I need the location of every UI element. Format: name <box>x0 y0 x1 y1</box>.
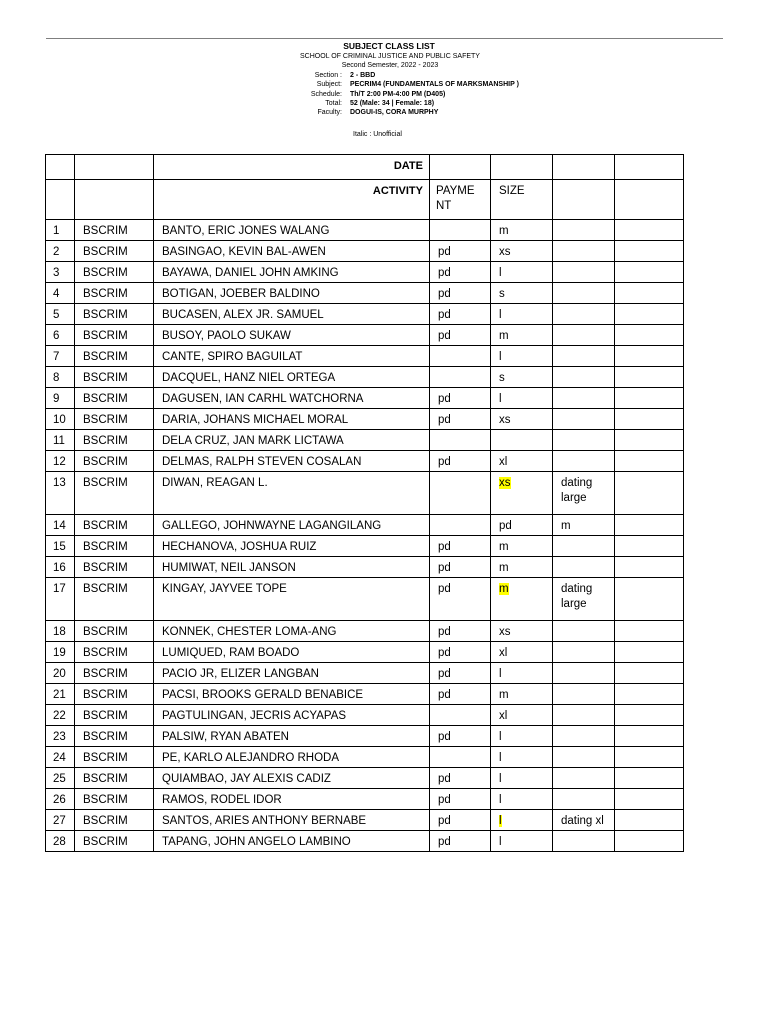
size-cell: m <box>491 220 553 241</box>
size-cell: l <box>491 262 553 283</box>
extra-cell <box>615 346 684 367</box>
payment-cell: pd <box>430 241 491 262</box>
table-row <box>46 304 684 325</box>
size-cell: s <box>491 367 553 388</box>
payment-cell: pd <box>430 831 491 852</box>
size-highlight: m <box>499 583 509 595</box>
table-row <box>46 705 684 726</box>
program-cell: BSCRIM <box>75 726 154 747</box>
note-cell <box>553 262 615 283</box>
row-number: 22 <box>46 705 75 726</box>
program-cell: BSCRIM <box>75 578 154 621</box>
note-cell <box>553 557 615 578</box>
payment-cell: pd <box>430 409 491 430</box>
schedule-label: Schedule: <box>310 90 342 98</box>
student-name-cell: RAMOS, RODEL IDOR <box>154 789 430 810</box>
student-name-cell: CANTE, SPIRO BAGUILAT <box>154 346 430 367</box>
faculty-label: Faculty: <box>317 109 342 117</box>
note-cell <box>553 663 615 684</box>
student-name-cell: DARIA, JOHANS MICHAEL MORAL <box>154 409 430 430</box>
table-row <box>46 663 684 684</box>
table-row <box>46 831 684 852</box>
student-name-cell: KINGAY, JAYVEE TOPE <box>154 578 430 621</box>
table-row <box>46 283 684 304</box>
school-name: SCHOOL OF CRIMINAL JUSTICE AND PUBLIC SAFETY <box>300 53 480 60</box>
program-cell: BSCRIM <box>75 325 154 346</box>
note-cell: dating xl <box>553 810 615 831</box>
payment-cell: pd <box>430 663 491 684</box>
note-cell <box>553 621 615 642</box>
size-cell <box>491 810 553 831</box>
program-cell: BSCRIM <box>75 768 154 789</box>
note-cell: m <box>553 515 615 536</box>
student-name-cell: PACSI, BROOKS GERALD BENABICE <box>154 684 430 705</box>
student-name-cell: BOTIGAN, JOEBER BALDINO <box>154 283 430 304</box>
extra-cell <box>615 220 684 241</box>
row-number: 12 <box>46 451 75 472</box>
size-cell <box>491 472 553 515</box>
program-cell: BSCRIM <box>75 367 154 388</box>
payment-cell: pd <box>430 283 491 304</box>
extra-cell <box>615 325 684 346</box>
student-name-cell: DACQUEL, HANZ NIEL ORTEGA <box>154 367 430 388</box>
payment-cell: pd <box>430 262 491 283</box>
table-row <box>46 367 684 388</box>
extra-cell <box>615 472 684 515</box>
subject-value: PECRIM4 (FUNDAMENTALS OF MARKSMANSHIP ) <box>350 81 519 89</box>
note-cell <box>553 367 615 388</box>
row-number: 4 <box>46 283 75 304</box>
size-cell: l <box>491 726 553 747</box>
row-number: 17 <box>46 578 75 621</box>
activity-label: ACTIVITY <box>154 180 430 220</box>
program-cell: BSCRIM <box>75 451 154 472</box>
row-number: 14 <box>46 515 75 536</box>
extra-cell <box>615 304 684 325</box>
section-value: 2 - BBD <box>350 71 376 79</box>
row-number: 6 <box>46 325 75 346</box>
size-cell: xs <box>491 621 553 642</box>
row-number: 1 <box>46 220 75 241</box>
document-header <box>0 41 768 118</box>
extra-cell <box>615 451 684 472</box>
row-number: 24 <box>46 747 75 768</box>
class-list-table <box>45 154 684 852</box>
program-cell: BSCRIM <box>75 388 154 409</box>
size-cell: l <box>491 831 553 852</box>
payment-cell <box>430 472 491 515</box>
table-row <box>46 451 684 472</box>
program-cell: BSCRIM <box>75 283 154 304</box>
section-line <box>0 71 768 80</box>
table-row <box>46 536 684 557</box>
student-name-cell: PACIO JR, ELIZER LANGBAN <box>154 663 430 684</box>
extra-cell <box>615 810 684 831</box>
program-cell: BSCRIM <box>75 536 154 557</box>
size-cell: xs <box>491 241 553 262</box>
note-cell <box>553 536 615 557</box>
size-cell: l <box>491 663 553 684</box>
program-cell: BSCRIM <box>75 810 154 831</box>
semester: Second Semester, 2022 - 2023 <box>341 62 439 70</box>
student-name-cell: HECHANOVA, JOSHUA RUIZ <box>154 536 430 557</box>
program-cell: BSCRIM <box>75 705 154 726</box>
size-cell: l <box>491 388 553 409</box>
table-row <box>46 515 684 536</box>
section-label: Section : <box>314 71 342 79</box>
note-cell: dating large <box>553 578 615 621</box>
total-label: Total: <box>325 99 342 107</box>
size-cell: l <box>491 304 553 325</box>
payment-cell <box>430 747 491 768</box>
note-cell <box>553 684 615 705</box>
row-number: 20 <box>46 663 75 684</box>
payment-cell <box>430 705 491 726</box>
payment-cell: pd <box>430 810 491 831</box>
payment-cell <box>430 220 491 241</box>
note-cell <box>553 325 615 346</box>
row-number: 27 <box>46 810 75 831</box>
size-cell: xl <box>491 642 553 663</box>
table-row <box>46 262 684 283</box>
student-name-cell: BUSOY, PAOLO SUKAW <box>154 325 430 346</box>
program-cell: BSCRIM <box>75 557 154 578</box>
row-number: 16 <box>46 557 75 578</box>
program-cell: BSCRIM <box>75 789 154 810</box>
extra-cell <box>615 578 684 621</box>
program-cell: BSCRIM <box>75 304 154 325</box>
table-row <box>46 472 684 515</box>
program-cell: BSCRIM <box>75 241 154 262</box>
size-cell: l <box>491 747 553 768</box>
size-cell: l <box>491 346 553 367</box>
program-cell: BSCRIM <box>75 747 154 768</box>
header-row-date <box>46 155 684 180</box>
row-number: 13 <box>46 472 75 515</box>
size-cell: xl <box>491 705 553 726</box>
extra-cell <box>615 409 684 430</box>
student-name-cell: GALLEGO, JOHNWAYNE LAGANGILANG <box>154 515 430 536</box>
note-cell: dating large <box>553 472 615 515</box>
program-cell: BSCRIM <box>75 621 154 642</box>
note-cell <box>553 451 615 472</box>
row-number: 5 <box>46 304 75 325</box>
student-name-cell: TAPANG, JOHN ANGELO LAMBINO <box>154 831 430 852</box>
student-name-cell: LUMIQUED, RAM BOADO <box>154 642 430 663</box>
student-name-cell: BAYAWA, DANIEL JOHN AMKING <box>154 262 430 283</box>
student-name-cell: DELMAS, RALPH STEVEN COSALAN <box>154 451 430 472</box>
row-number: 28 <box>46 831 75 852</box>
student-name-cell: HUMIWAT, NEIL JANSON <box>154 557 430 578</box>
program-cell: BSCRIM <box>75 663 154 684</box>
payment-cell: pd <box>430 789 491 810</box>
row-number: 18 <box>46 621 75 642</box>
table-row <box>46 388 684 409</box>
student-name-cell: BANTO, ERIC JONES WALANG <box>154 220 430 241</box>
payment-header: PAYME NT <box>430 180 491 220</box>
program-cell: BSCRIM <box>75 262 154 283</box>
table-row <box>46 789 684 810</box>
table-row <box>46 409 684 430</box>
note-cell <box>553 283 615 304</box>
extra-cell <box>615 831 684 852</box>
student-name-cell: PAGTULINGAN, JECRIS ACYAPAS <box>154 705 430 726</box>
size-cell: m <box>491 325 553 346</box>
student-name-cell: BASINGAO, KEVIN BAL-AWEN <box>154 241 430 262</box>
extra-cell <box>615 557 684 578</box>
table-row <box>46 578 684 621</box>
program-cell: BSCRIM <box>75 642 154 663</box>
program-cell: BSCRIM <box>75 684 154 705</box>
note-cell <box>553 726 615 747</box>
size-cell: xl <box>491 451 553 472</box>
student-name-cell: BUCASEN, ALEX JR. SAMUEL <box>154 304 430 325</box>
row-number: 10 <box>46 409 75 430</box>
size-cell: m <box>491 557 553 578</box>
row-number: 8 <box>46 367 75 388</box>
extra-cell <box>615 642 684 663</box>
program-cell: BSCRIM <box>75 409 154 430</box>
payment-cell <box>430 367 491 388</box>
row-number: 3 <box>46 262 75 283</box>
table-row <box>46 810 684 831</box>
payment-cell: pd <box>430 304 491 325</box>
faculty-value: DOGUI-IS, CORA MURPHY <box>350 109 439 117</box>
row-number: 15 <box>46 536 75 557</box>
table-row <box>46 642 684 663</box>
payment-cell: pd <box>430 451 491 472</box>
note-cell <box>553 220 615 241</box>
row-number: 23 <box>46 726 75 747</box>
program-cell: BSCRIM <box>75 346 154 367</box>
payment-cell: pd <box>430 325 491 346</box>
table-row <box>46 557 684 578</box>
schedule-value: Th/T 2:00 PM-4:00 PM (D405) <box>350 90 446 98</box>
header-row-activity <box>46 180 684 220</box>
table-row <box>46 621 684 642</box>
extra-cell <box>615 283 684 304</box>
extra-cell <box>615 663 684 684</box>
schedule-line <box>0 90 768 99</box>
row-number: 21 <box>46 684 75 705</box>
size-cell: m <box>491 536 553 557</box>
table-row <box>46 430 684 451</box>
extra-cell <box>615 789 684 810</box>
note-cell <box>553 346 615 367</box>
student-name-cell: SANTOS, ARIES ANTHONY BERNABE <box>154 810 430 831</box>
student-name-cell: QUIAMBAO, JAY ALEXIS CADIZ <box>154 768 430 789</box>
row-number: 2 <box>46 241 75 262</box>
student-name-cell: PE, KARLO ALEJANDRO RHODA <box>154 747 430 768</box>
extra-cell <box>615 747 684 768</box>
payment-cell: pd <box>430 578 491 621</box>
extra-cell <box>615 705 684 726</box>
extra-cell <box>615 262 684 283</box>
table-row <box>46 325 684 346</box>
payment-cell: pd <box>430 768 491 789</box>
size-cell: l <box>491 768 553 789</box>
student-name-cell: KONNEK, CHESTER LOMA-ANG <box>154 621 430 642</box>
size-cell: m <box>491 684 553 705</box>
subject-line <box>0 80 768 89</box>
program-cell: BSCRIM <box>75 472 154 515</box>
payment-cell <box>430 346 491 367</box>
note-cell <box>553 768 615 789</box>
extra-cell <box>615 621 684 642</box>
payment-cell: pd <box>430 557 491 578</box>
payment-cell: pd <box>430 536 491 557</box>
student-name-cell: PALSIW, RYAN ABATEN <box>154 726 430 747</box>
extra-cell <box>615 367 684 388</box>
extra-cell <box>615 684 684 705</box>
payment-cell: pd <box>430 621 491 642</box>
extra-cell <box>615 515 684 536</box>
subject-label: Subject: <box>316 81 342 89</box>
program-cell: BSCRIM <box>75 831 154 852</box>
size-cell <box>491 430 553 451</box>
size-cell: pd <box>491 515 553 536</box>
extra-cell <box>615 536 684 557</box>
extra-cell <box>615 241 684 262</box>
payment-cell: pd <box>430 388 491 409</box>
student-name-cell: DAGUSEN, IAN CARHL WATCHORNA <box>154 388 430 409</box>
size-highlight: l <box>499 815 502 827</box>
size-cell: xs <box>491 409 553 430</box>
extra-cell <box>615 388 684 409</box>
note-cell <box>553 789 615 810</box>
payment-cell: pd <box>430 684 491 705</box>
program-cell: BSCRIM <box>75 515 154 536</box>
extra-cell <box>615 430 684 451</box>
program-cell: BSCRIM <box>75 430 154 451</box>
note-cell <box>553 747 615 768</box>
page-title: SUBJECT CLASS LIST <box>343 41 435 51</box>
size-header: SIZE <box>491 180 553 220</box>
row-number: 11 <box>46 430 75 451</box>
total-value: 52 (Male: 34 | Female: 18) <box>350 99 435 107</box>
size-cell: l <box>491 789 553 810</box>
total-line <box>0 99 768 108</box>
note-cell <box>553 241 615 262</box>
payment-cell: pd <box>430 642 491 663</box>
extra-cell <box>615 768 684 789</box>
note-cell <box>553 388 615 409</box>
row-number: 7 <box>46 346 75 367</box>
table-row <box>46 726 684 747</box>
row-number: 26 <box>46 789 75 810</box>
student-name-cell: DIWAN, REAGAN L. <box>154 472 430 515</box>
note-cell <box>553 705 615 726</box>
note-cell <box>553 831 615 852</box>
row-number: 9 <box>46 388 75 409</box>
table-row <box>46 747 684 768</box>
unofficial-note: Italic : Unofficial <box>353 131 402 138</box>
date-label: DATE <box>154 155 430 180</box>
extra-cell <box>615 726 684 747</box>
size-highlight: xs <box>499 477 511 489</box>
note-cell <box>553 642 615 663</box>
top-rule <box>46 38 723 39</box>
note-cell <box>553 409 615 430</box>
table-row <box>46 768 684 789</box>
program-cell: BSCRIM <box>75 220 154 241</box>
note-cell <box>553 304 615 325</box>
table-row <box>46 220 684 241</box>
size-cell: s <box>491 283 553 304</box>
note-cell <box>553 430 615 451</box>
payment-cell: pd <box>430 726 491 747</box>
table-row <box>46 346 684 367</box>
student-name-cell: DELA CRUZ, JAN MARK LICTAWA <box>154 430 430 451</box>
payment-cell <box>430 515 491 536</box>
payment-cell <box>430 430 491 451</box>
size-cell <box>491 578 553 621</box>
table-row <box>46 684 684 705</box>
row-number: 25 <box>46 768 75 789</box>
table-row <box>46 241 684 262</box>
row-number: 19 <box>46 642 75 663</box>
faculty-line <box>0 108 768 117</box>
